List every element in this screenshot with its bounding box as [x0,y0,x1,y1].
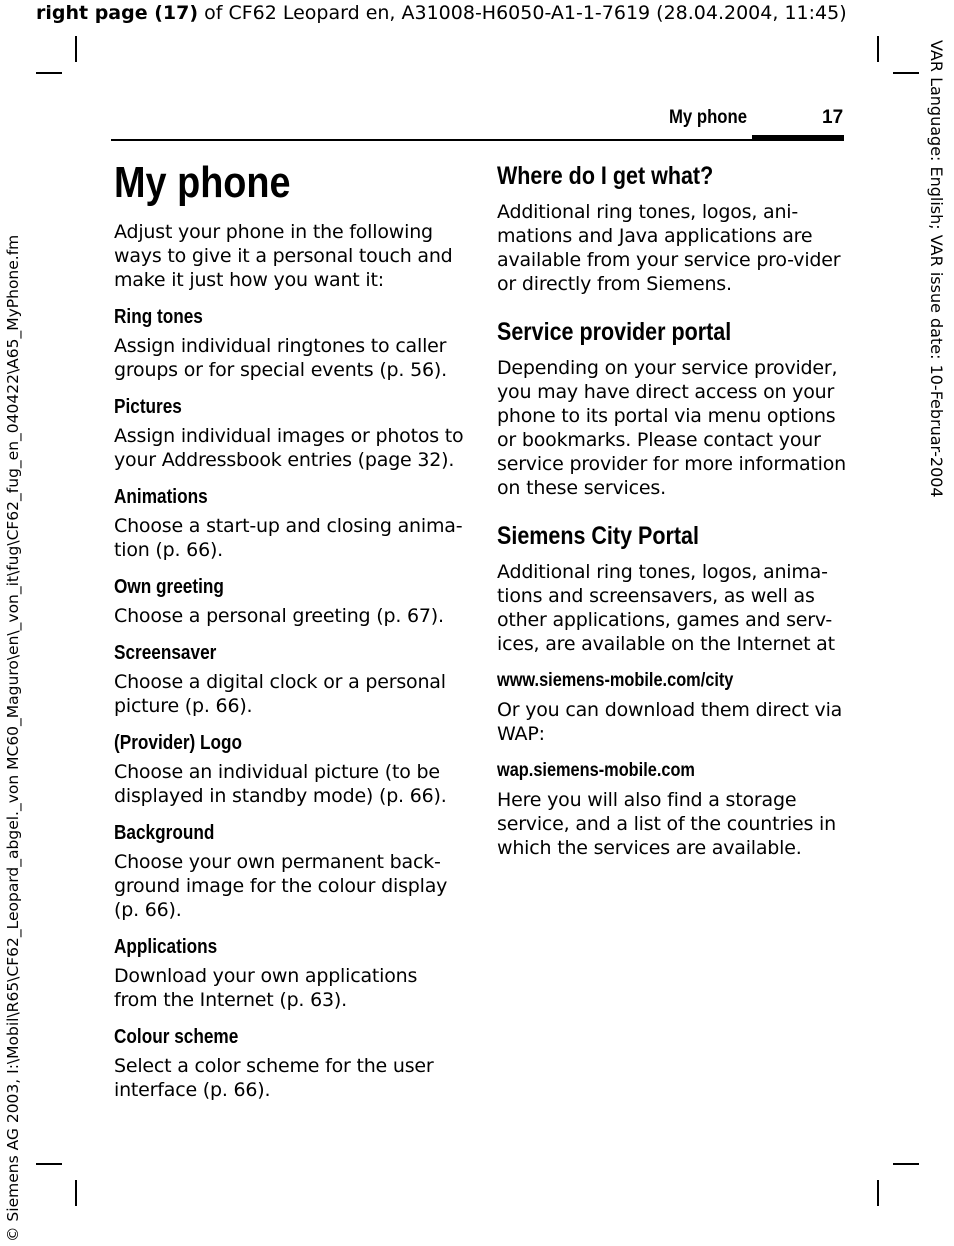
section-text-pictures: Assign individual images or photos to your Addressbook entries (page 32). [114,425,464,471]
print-header [36,2,847,24]
section-text-own-greeting: Choose a personal greeting (p. 67). [114,605,444,627]
section-text-applications: Download your own applications from the Internet (p. 63). [114,965,418,1011]
section-heading-ring-tones: Ring tones [114,306,203,328]
header-rule-accent [752,135,844,141]
section-text-ring-tones: Assign individual ringtones to caller groups or for special events (p. 56). [114,335,447,381]
header-rule [111,139,844,141]
portal-heading: Service provider portal [497,318,732,346]
crop-mark [893,72,919,74]
city-portal-text: Additional ring tones, logos, anima-tions and screensavers, as well as other applications, games and serv-ices, are available on the Internet at [497,561,835,655]
page-title: My phone [114,158,291,207]
left-column [114,158,464,1102]
where-text: Additional ring tones, logos, ani-mations and Java applications are available from your service pro-vider or directly from Siemens. [497,201,841,295]
crop-mark [36,1163,62,1165]
crop-mark [75,1180,77,1206]
crop-mark [877,36,879,62]
section-text-colour-scheme: Select a color scheme for the user interface (p. 66). [114,1055,434,1101]
language-margin: VAR Language: English; VAR issue date: 10-Februar-2004 [927,40,946,498]
wap-url[interactable]: wap.siemens-mobile.com [497,760,695,781]
section-heading-screensaver: Screensaver [114,642,217,664]
city-portal-url[interactable]: www.siemens-mobile.com/city [497,670,734,691]
section-heading-colour-scheme: Colour scheme [114,1026,239,1048]
print-header-prefix: right page (17) [36,2,199,24]
crop-mark [877,1180,879,1206]
crop-mark [75,36,77,62]
page-number: 17 [822,107,844,128]
city-portal-heading: Siemens City Portal [497,522,699,550]
section-text-animations: Choose a start-up and closing anima-tion (p. 66). [114,515,463,561]
wap-download-text: Or you can download them direct via WAP: [497,699,843,745]
print-header-rest: of CF62 Leopard en, A31008-H6050-A1-1-7619 (28.04.2004, 11:45) [198,2,847,24]
file-path-margin: © Siemens AG 2003, I:\Mobil\R65\CF62_Leopard_abgel._von MC60_Maguro\en\_von_it\fug\CF62_fug_en_040422\A65_MyPhone.fm [4,234,22,1242]
section-heading-animations: Animations [114,486,208,508]
crop-mark [893,1163,919,1165]
section-heading-applications: Applications [114,936,218,958]
where-heading: Where do I get what? [497,162,714,190]
section-text-screensaver: Choose a digital clock or a personal picture (p. 66). [114,671,446,717]
section-heading-background: Background [114,822,215,844]
intro-paragraph: Adjust your phone in the following ways to give it a personal touch and make it just how you want it: [114,221,453,291]
section-heading-own-greeting: Own greeting [114,576,224,598]
portal-text: Depending on your service provider, you may have direct access on your phone to its portal via menu options or bookmarks. Please contact your service provider for more information on these services. [497,357,846,499]
section-text-provider-logo: Choose an individual picture (to be displayed in standby mode) (p. 66). [114,761,447,807]
section-heading-pictures: Pictures [114,396,182,418]
right-column [497,160,847,860]
storage-service-text: Here you will also find a storage service, and a list of the countries in which the services are available. [497,789,836,859]
section-text-background: Choose your own permanent back-ground image for the colour display (p. 66). [114,851,448,921]
running-head-title: My phone [669,107,748,128]
section-heading-provider-logo: (Provider) Logo [114,732,243,754]
crop-mark [36,72,62,74]
